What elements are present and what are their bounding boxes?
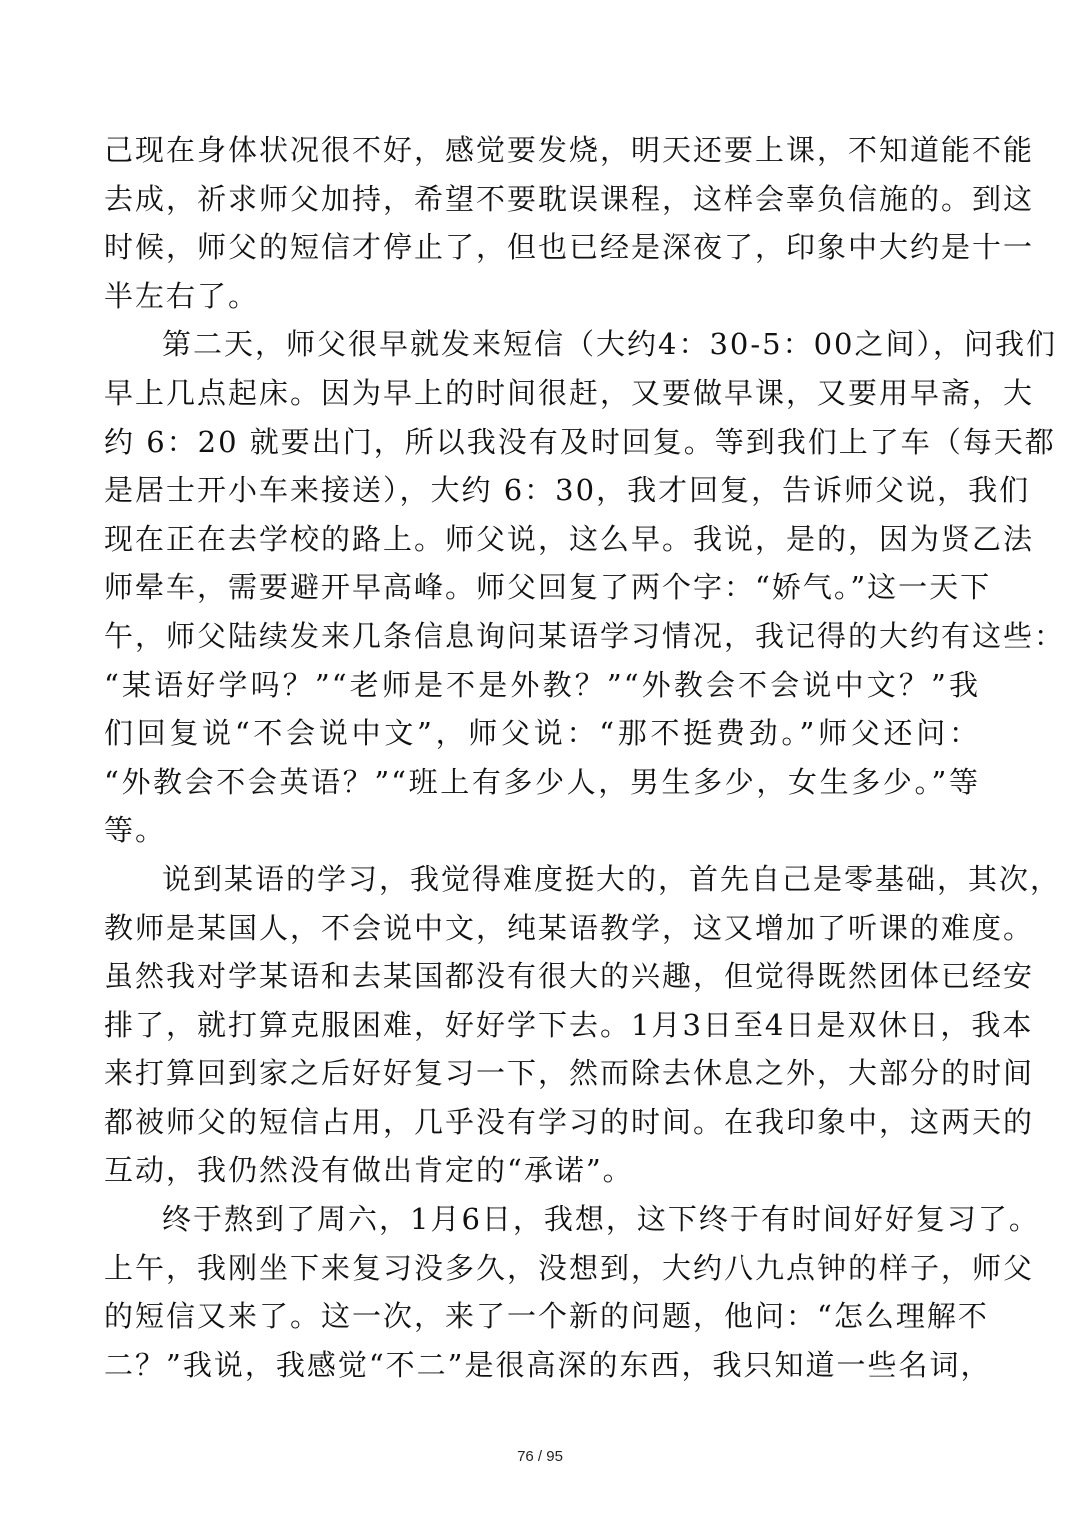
text-line: 等。 [104,813,167,848]
text-line: 都被师父的短信占用，几乎没有学习的时间。在我印象中，这两天的 [104,1104,1035,1139]
text-line: 时候，师父的短信才停止了，但也已经是深夜了，印象中大约是十一 [104,230,1035,265]
text-line: 虽然我对学某语和去某国都没有很大的兴趣，但觉得既然团体已经安 [104,959,1035,994]
text-line: 们回复说“不会说中文”，师父说：“那不挺费劲。”师父还问： [104,716,980,751]
text-line: 来打算回到家之后好好复习一下，然而除去休息之外，大部分的时间 [104,1056,1035,1091]
text-line: 教师是某国人，不会说中文，纯某语教学，这又增加了听课的难度。 [104,910,1035,945]
text-line: 的短信又来了。这一次，来了一个新的问题，他问：“怎么理解不 [104,1299,989,1334]
text-line: 终于熬到了周六，1月6日，我想，这下终于有时间好好复习了。 [162,1202,1040,1237]
text-line: 说到某语的学习，我觉得难度挺大的，首先自己是零基础，其次， [162,861,1062,896]
text-line: “外教会不会英语？”“班上有多少人，男生多少，女生多少。”等 [104,764,980,799]
text-line: 上午，我刚坐下来复习没多久，没想到，大约八九点钟的样子，师父 [104,1250,1035,1285]
text-line: 半左右了。 [104,278,260,313]
text-line: 师晕车，需要避开早高峰。师父回复了两个字：“娇气。”这一天下 [104,570,992,605]
text-line: 早上几点起床。因为早上的时间很赶，又要做早课，又要用早斋，大 [104,375,1035,410]
text-line: 排了，就打算克服困难，好好学下去。1月3日至4日是双休日，我本 [104,1007,1034,1042]
text-line: 己现在身体状况很不好，感觉要发烧，明天还要上课，不知道能不能 [104,133,1035,167]
text-line: 二？”我说，我感觉“不二”是很高深的东西，我只知道一些名词， [104,1347,992,1382]
text-line: 现在正在去学校的路上。师父说，这么早。我说，是的，因为贤乙法 [104,521,1035,556]
text-line: 是居士开小车来接送），大约 6：30，我才回复，告诉师父说，我们 [104,473,1031,508]
text-line: 第二天，师父很早就发来短信（大约4：30-5：00之间），问我们 [162,327,1058,362]
text-line: 午，师父陆续发来几条信息询问某语学习情况，我记得的大约有这些： [104,618,1066,653]
text-line: 约 6：20 就要出门，所以我没有及时回复。等到我们上了车（每天都 [104,424,1056,459]
text-line: 去成，祈求师父加持，希望不要耽误课程，这样会辜负信施的。到这 [104,181,1035,216]
body-text [104,126,1066,1389]
page-number: 76 / 95 [517,1448,563,1465]
text-line: “某语好学吗？”“老师是不是外教？”“外教会不会说中文？”我 [104,667,980,702]
text-line: 互动，我仍然没有做出肯定的“承诺”。 [104,1153,634,1188]
